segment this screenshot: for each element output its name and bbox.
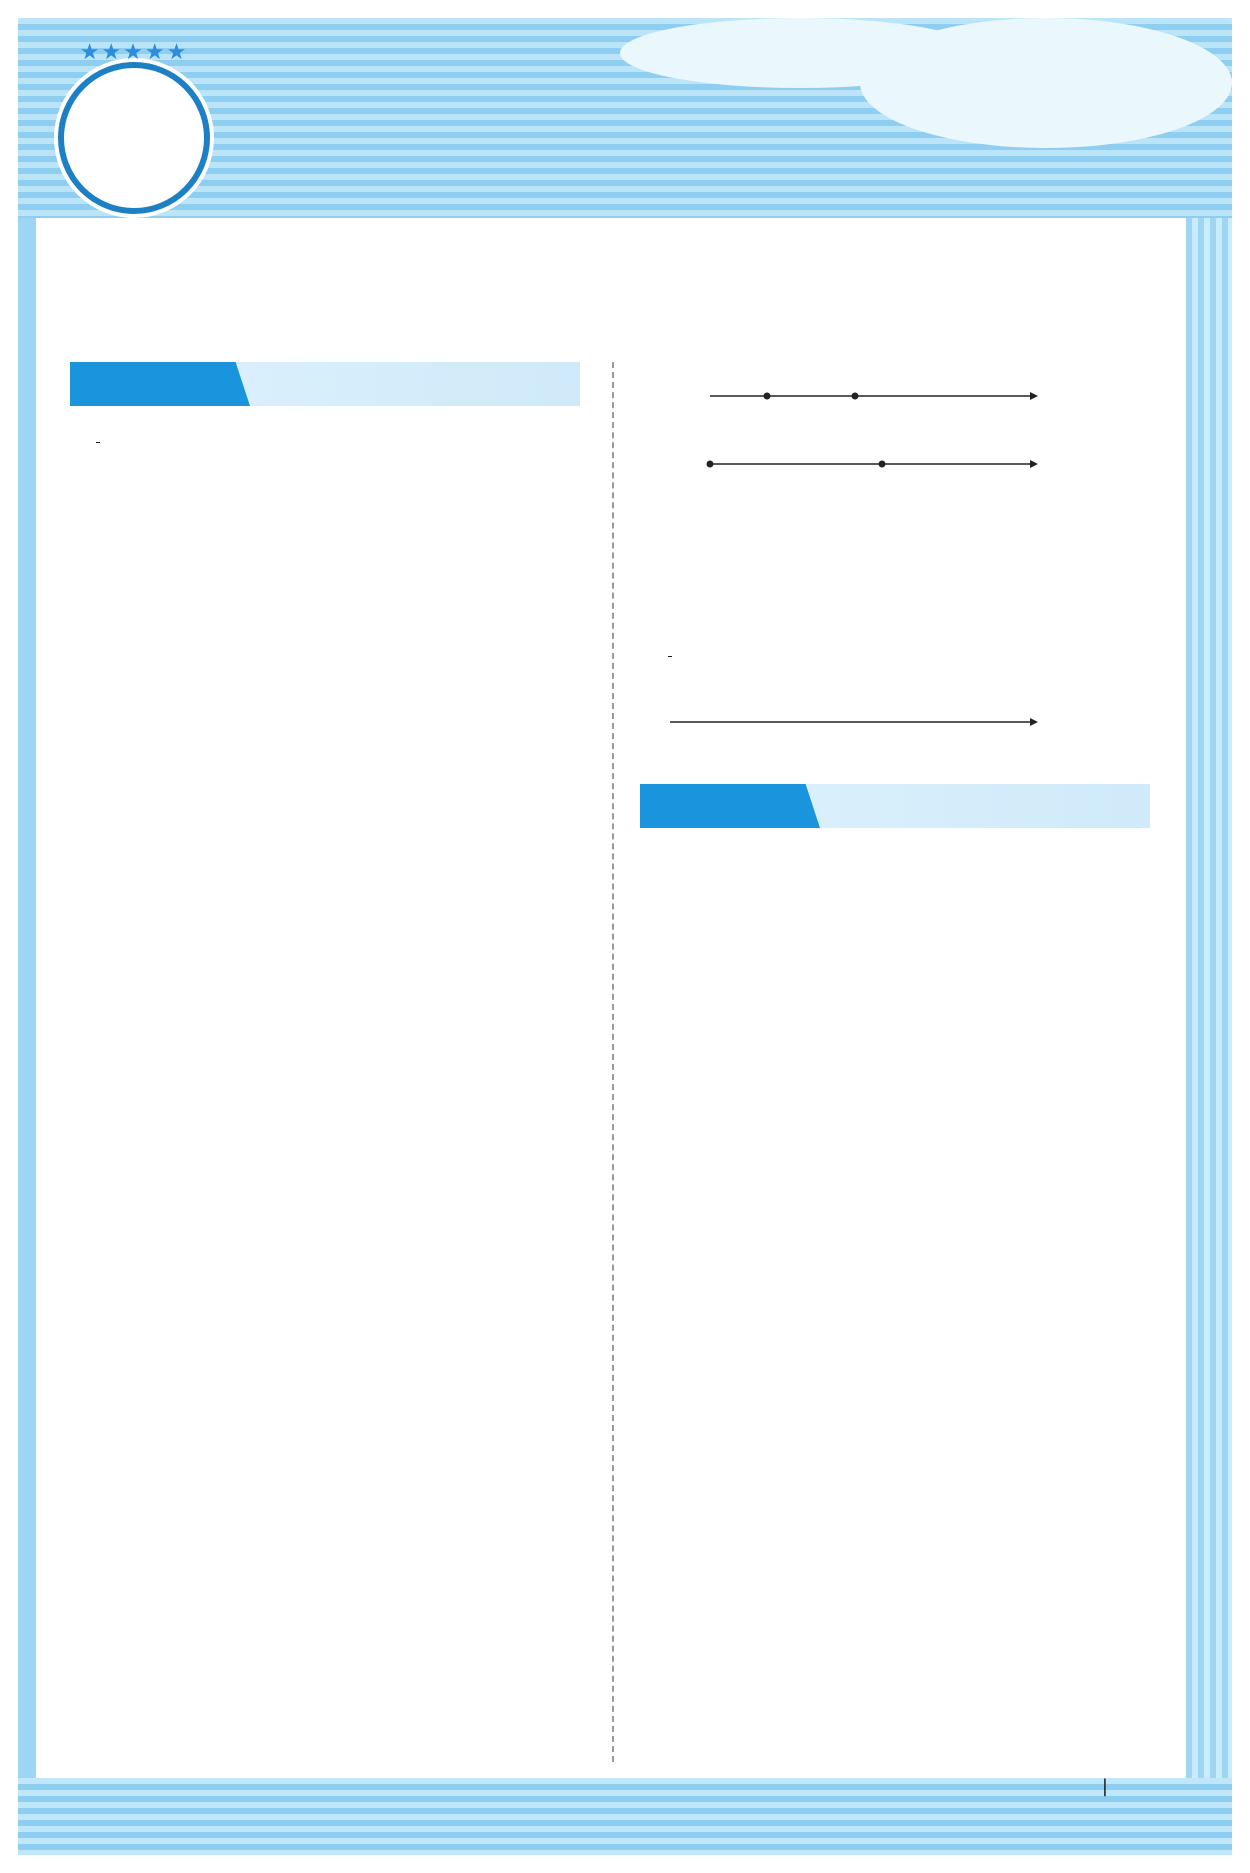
side-wave (1186, 218, 1232, 1778)
answer-line (70, 542, 590, 582)
answer-line (640, 884, 1160, 924)
shark-point (879, 461, 886, 468)
unit-name (250, 362, 580, 406)
number-line-points (640, 682, 1160, 758)
column-divider (612, 362, 614, 1762)
unit-tag (70, 362, 250, 406)
answer-line (640, 636, 1160, 676)
publisher-logo (58, 40, 210, 214)
number-line-svg (640, 432, 1060, 496)
star-icons: ★★★★★ (79, 40, 189, 65)
answer-line (70, 502, 590, 542)
number-line-svg (640, 682, 1060, 758)
answer-line (70, 636, 590, 676)
answer-line (70, 422, 590, 462)
footer-sep: | (1101, 1776, 1108, 1797)
left-column (70, 362, 590, 756)
footer-wave (18, 1778, 1232, 1855)
sub-point (707, 461, 714, 468)
answer-line (70, 676, 590, 716)
answer-line (640, 1004, 1160, 1044)
answer-line (640, 510, 1160, 550)
answer-line (640, 844, 1160, 884)
unit-name (820, 784, 1150, 828)
unit-banner (70, 362, 580, 406)
sub-point (764, 393, 771, 400)
answer-line (640, 550, 1160, 590)
number-line-svg (640, 364, 1060, 428)
number-line-now (640, 432, 1160, 496)
answer-line (70, 462, 590, 502)
answer-line (70, 716, 590, 756)
answer-line (640, 590, 1160, 630)
answer-line (640, 924, 1160, 964)
unit-banner (640, 784, 1150, 828)
answer-line (70, 596, 590, 636)
number-line-original (640, 364, 1160, 428)
right-column (640, 360, 1160, 1044)
page-footer (1090, 1776, 1180, 1797)
unit-tag (640, 784, 820, 828)
fraction (668, 656, 672, 657)
answer-line (640, 964, 1160, 1004)
shark-point (852, 393, 859, 400)
fraction (96, 442, 100, 443)
cloud-decoration (860, 18, 1232, 148)
